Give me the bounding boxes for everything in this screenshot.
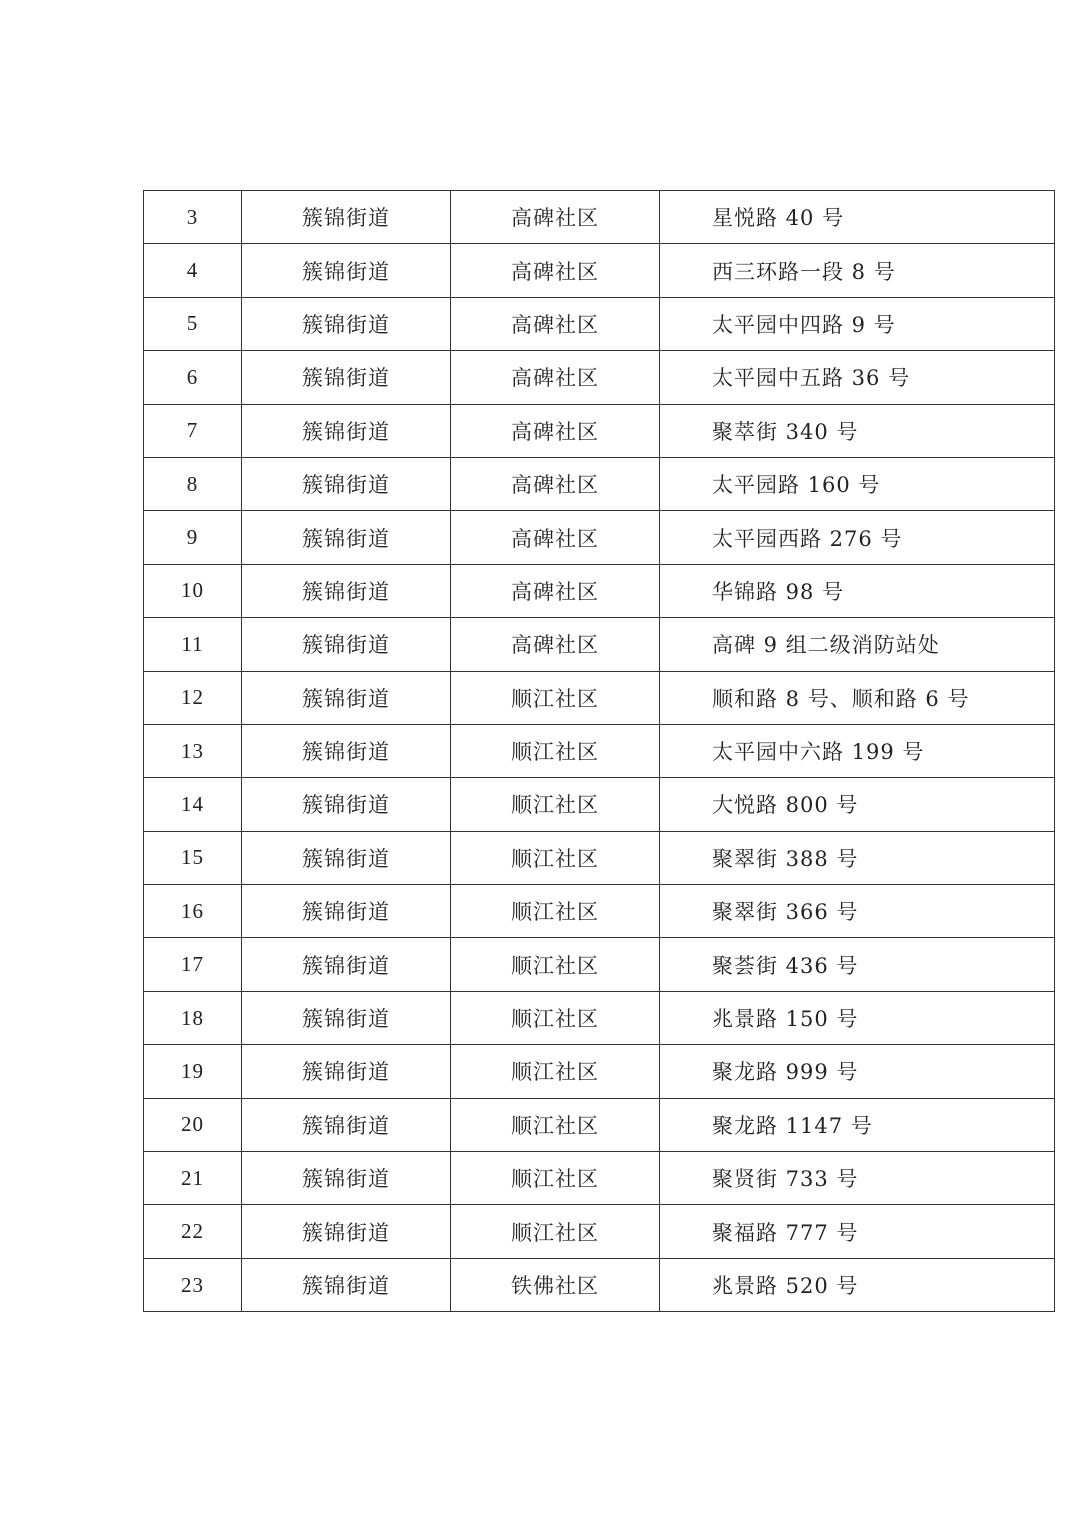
community-cell: 高碑社区 [451, 191, 660, 244]
table-row [144, 297, 1055, 350]
street-cell: 簇锦街道 [242, 511, 451, 564]
community-cell: 顺江社区 [451, 1045, 660, 1098]
community-cell: 顺江社区 [451, 938, 660, 991]
street-cell: 簇锦街道 [242, 1205, 451, 1258]
row-number-cell: 8 [144, 457, 242, 510]
community-cell: 顺江社区 [451, 831, 660, 884]
community-cell: 高碑社区 [451, 244, 660, 297]
address-cell: 太平园中六路 199 号 [660, 724, 1055, 777]
table-row [144, 244, 1055, 297]
row-number-cell: 19 [144, 1045, 242, 1098]
street-cell: 簇锦街道 [242, 1098, 451, 1151]
table-row [144, 938, 1055, 991]
address-table [143, 190, 1055, 1312]
community-cell: 铁佛社区 [451, 1258, 660, 1311]
address-cell: 聚贤街 733 号 [660, 1152, 1055, 1205]
table-row [144, 1098, 1055, 1151]
row-number-cell: 7 [144, 404, 242, 457]
street-cell: 簇锦街道 [242, 1045, 451, 1098]
address-cell: 高碑 9 组二级消防站处 [660, 618, 1055, 671]
table-row [144, 671, 1055, 724]
address-cell: 聚翠街 366 号 [660, 885, 1055, 938]
street-cell: 簇锦街道 [242, 991, 451, 1044]
street-cell: 簇锦街道 [242, 724, 451, 777]
community-cell: 高碑社区 [451, 511, 660, 564]
address-cell: 聚龙路 1147 号 [660, 1098, 1055, 1151]
table-row [144, 1152, 1055, 1205]
address-cell: 西三环路一段 8 号 [660, 244, 1055, 297]
street-cell: 簇锦街道 [242, 1152, 451, 1205]
street-cell: 簇锦街道 [242, 191, 451, 244]
community-cell: 顺江社区 [451, 724, 660, 777]
community-cell: 顺江社区 [451, 671, 660, 724]
row-number-cell: 18 [144, 991, 242, 1044]
address-cell: 太平园西路 276 号 [660, 511, 1055, 564]
table-row [144, 457, 1055, 510]
row-number-cell: 15 [144, 831, 242, 884]
row-number-cell: 12 [144, 671, 242, 724]
street-cell: 簇锦街道 [242, 618, 451, 671]
community-cell: 高碑社区 [451, 457, 660, 510]
row-number-cell: 22 [144, 1205, 242, 1258]
street-cell: 簇锦街道 [242, 778, 451, 831]
street-cell: 簇锦街道 [242, 938, 451, 991]
street-cell: 簇锦街道 [242, 564, 451, 617]
table-row [144, 191, 1055, 244]
table-row [144, 1205, 1055, 1258]
street-cell: 簇锦街道 [242, 404, 451, 457]
street-cell: 簇锦街道 [242, 297, 451, 350]
address-cell: 兆景路 150 号 [660, 991, 1055, 1044]
community-cell: 顺江社区 [451, 1205, 660, 1258]
address-cell: 聚翠街 388 号 [660, 831, 1055, 884]
street-cell: 簇锦街道 [242, 671, 451, 724]
table-row [144, 991, 1055, 1044]
community-cell: 高碑社区 [451, 618, 660, 671]
community-cell: 高碑社区 [451, 404, 660, 457]
table-row [144, 778, 1055, 831]
table-row [144, 724, 1055, 777]
address-cell: 聚萃街 340 号 [660, 404, 1055, 457]
street-cell: 簇锦街道 [242, 885, 451, 938]
community-cell: 高碑社区 [451, 564, 660, 617]
street-cell: 簇锦街道 [242, 831, 451, 884]
table-row [144, 351, 1055, 404]
address-cell: 顺和路 8 号、顺和路 6 号 [660, 671, 1055, 724]
address-cell: 星悦路 40 号 [660, 191, 1055, 244]
row-number-cell: 16 [144, 885, 242, 938]
address-cell: 太平园路 160 号 [660, 457, 1055, 510]
table-row [144, 885, 1055, 938]
row-number-cell: 6 [144, 351, 242, 404]
row-number-cell: 10 [144, 564, 242, 617]
row-number-cell: 17 [144, 938, 242, 991]
row-number-cell: 11 [144, 618, 242, 671]
row-number-cell: 14 [144, 778, 242, 831]
community-cell: 高碑社区 [451, 351, 660, 404]
table-row [144, 564, 1055, 617]
community-cell: 顺江社区 [451, 991, 660, 1044]
row-number-cell: 20 [144, 1098, 242, 1151]
row-number-cell: 9 [144, 511, 242, 564]
address-cell: 太平园中五路 36 号 [660, 351, 1055, 404]
row-number-cell: 3 [144, 191, 242, 244]
community-cell: 顺江社区 [451, 1152, 660, 1205]
community-cell: 顺江社区 [451, 1098, 660, 1151]
table-row [144, 511, 1055, 564]
address-cell: 聚龙路 999 号 [660, 1045, 1055, 1098]
table-row [144, 618, 1055, 671]
table-row [144, 1045, 1055, 1098]
address-cell: 聚福路 777 号 [660, 1205, 1055, 1258]
table-row [144, 831, 1055, 884]
street-cell: 簇锦街道 [242, 351, 451, 404]
row-number-cell: 23 [144, 1258, 242, 1311]
address-cell: 太平园中四路 9 号 [660, 297, 1055, 350]
address-cell: 华锦路 98 号 [660, 564, 1055, 617]
row-number-cell: 21 [144, 1152, 242, 1205]
street-cell: 簇锦街道 [242, 1258, 451, 1311]
row-number-cell: 4 [144, 244, 242, 297]
street-cell: 簇锦街道 [242, 457, 451, 510]
row-number-cell: 5 [144, 297, 242, 350]
address-cell: 兆景路 520 号 [660, 1258, 1055, 1311]
community-cell: 顺江社区 [451, 778, 660, 831]
table-body [144, 191, 1055, 1312]
table-row [144, 1258, 1055, 1311]
community-cell: 高碑社区 [451, 297, 660, 350]
street-cell: 簇锦街道 [242, 244, 451, 297]
community-cell: 顺江社区 [451, 885, 660, 938]
row-number-cell: 13 [144, 724, 242, 777]
address-cell: 大悦路 800 号 [660, 778, 1055, 831]
address-cell: 聚荟街 436 号 [660, 938, 1055, 991]
table-row [144, 404, 1055, 457]
